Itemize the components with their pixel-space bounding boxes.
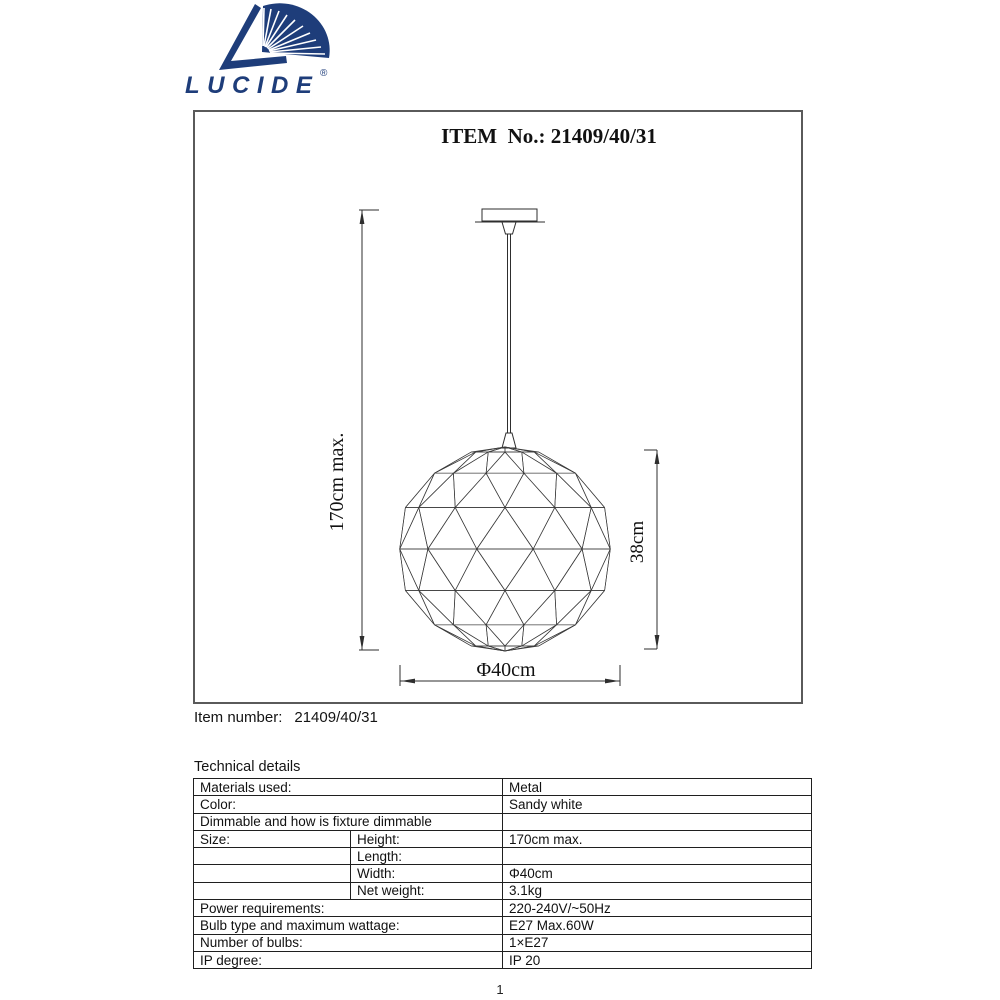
item-number-value: 21409/40/31 — [294, 709, 378, 726]
spec-label — [194, 865, 351, 882]
spec-value: Sandy white — [503, 796, 812, 813]
dimension-diameter — [400, 659, 620, 686]
spec-label: IP degree: — [194, 951, 503, 968]
table-row — [194, 848, 812, 865]
table-row — [194, 917, 812, 934]
table-row — [194, 813, 812, 830]
spec-value: 170cm max. — [503, 830, 812, 847]
spec-label: Dimmable and how is fixture dimmable — [194, 813, 503, 830]
dimension-label-height-max: 170cm max. — [326, 432, 348, 532]
spec-label — [194, 882, 351, 899]
spec-label: Size: — [194, 830, 351, 847]
spec-label: Color: — [194, 796, 503, 813]
spec-value: 3.1kg — [503, 882, 812, 899]
registered-trademark-symbol: ® — [320, 68, 328, 79]
shade-connector — [502, 433, 516, 448]
cord-grip — [502, 222, 516, 234]
pendant-lamp-drawing — [195, 112, 801, 702]
spec-value: Φ40cm — [503, 865, 812, 882]
technical-drawing-box — [193, 110, 803, 704]
ceiling-canopy — [482, 209, 537, 221]
dimension-label-shade-height: 38cm — [627, 520, 648, 564]
logo-wordmark: LUCIDE — [185, 72, 320, 99]
lucide-logo — [183, 0, 335, 102]
spec-sublabel: Length: — [351, 848, 503, 865]
spec-value — [503, 813, 812, 830]
table-row — [194, 796, 812, 813]
spec-value: 1×E27 — [503, 934, 812, 951]
table-row — [194, 830, 812, 847]
item-number-label: Item number: — [194, 709, 283, 726]
table-row — [194, 951, 812, 968]
spec-label: Power requirements: — [194, 900, 503, 917]
spec-value: IP 20 — [503, 951, 812, 968]
spec-value — [503, 848, 812, 865]
spec-sublabel: Net weight: — [351, 882, 503, 899]
spec-sublabel: Height: — [351, 830, 503, 847]
dimension-overall-height — [326, 210, 379, 650]
technical-details-heading: Technical details — [194, 759, 301, 775]
spec-label — [194, 848, 351, 865]
table-row — [194, 934, 812, 951]
table-row — [194, 882, 812, 899]
spec-value: 220-240V/~50Hz — [503, 900, 812, 917]
table-row — [194, 900, 812, 917]
spec-value: E27 Max.60W — [503, 917, 812, 934]
table-row — [194, 865, 812, 882]
page-number: 1 — [496, 982, 504, 997]
spec-value: Metal — [503, 779, 812, 796]
technical-details-table — [193, 778, 812, 969]
lucide-logo-mark — [219, 3, 330, 70]
pendant-sphere-wireframe — [400, 447, 611, 651]
table-row — [194, 779, 812, 796]
item-number-line — [194, 709, 378, 726]
spec-sublabel: Width: — [351, 865, 503, 882]
spec-label: Number of bulbs: — [194, 934, 503, 951]
spec-label: Materials used: — [194, 779, 503, 796]
dimension-label-diameter: Φ40cm — [476, 659, 536, 681]
spec-label: Bulb type and maximum wattage: — [194, 917, 503, 934]
drawing-title: ITEM No.: 21409/40/31 — [441, 124, 657, 148]
dimension-shade-height — [627, 450, 659, 649]
